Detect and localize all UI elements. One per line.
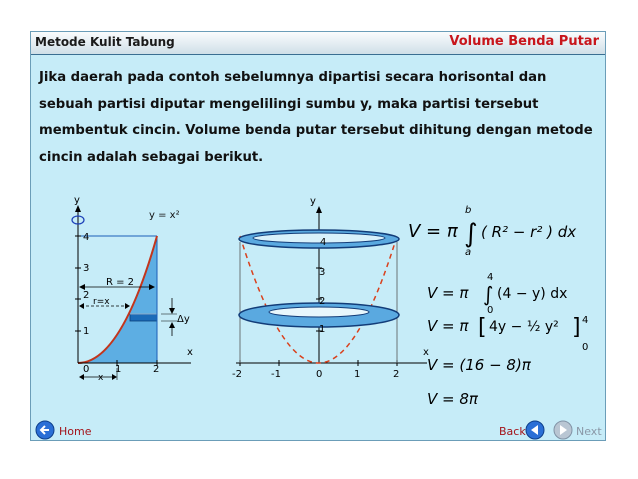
f1-lower-limit: 0 <box>487 305 494 316</box>
next-label[interactable]: Next <box>576 425 602 438</box>
f3: V = (16 − 8)π <box>427 356 531 374</box>
f2-body: 4y − ½ y² <box>489 319 559 335</box>
back-label[interactable]: Back <box>499 425 526 438</box>
f2-bracket-close: ] <box>572 315 581 340</box>
page-title: Volume Benda Putar <box>449 34 599 49</box>
left-x-tick-2: 2 <box>153 364 160 375</box>
right-y-tick-4: 4 <box>320 237 327 248</box>
curve-label: y = x² <box>149 210 180 221</box>
r-small-label: r=x <box>93 297 110 307</box>
f2-lower-limit: 0 <box>582 342 589 353</box>
right-y-tick-1: 1 <box>319 324 326 335</box>
left-y-tick-3: 3 <box>83 263 90 274</box>
f4: V = 8π <box>427 390 478 408</box>
right-x-tick-0: 0 <box>316 369 323 380</box>
right-x-tick-m1: -1 <box>271 369 281 380</box>
r-big-label: R = 2 <box>106 277 135 288</box>
left-x-tick-1: 1 <box>115 364 122 375</box>
next-button[interactable] <box>553 420 573 440</box>
x-dim-label: x <box>98 373 104 383</box>
right-y-tick-3: 3 <box>319 267 326 278</box>
f1-integrand: (4 − y) dx <box>497 286 568 302</box>
f2-bracket-open: [ <box>478 315 487 340</box>
section-title: Metode Kulit Tabung <box>35 35 175 49</box>
left-y-tick-4: 4 <box>83 232 90 243</box>
right-y-tick-2: 2 <box>319 296 326 307</box>
right-x-tick-1: 1 <box>354 369 361 380</box>
f1-upper-limit: 4 <box>487 272 494 283</box>
left-y-tick-1: 1 <box>83 326 90 337</box>
main-integral-sign: ∫ <box>464 219 478 249</box>
f2-upper-limit: 4 <box>582 315 589 326</box>
right-x-axis-label: x <box>423 347 429 358</box>
description-text: Jika daerah pada contoh sebelumnya dipartisi secara horisontal dan sebuah partisi diputar mengelilingi sumbu y, maka partisi tersebut membentuk cincin. Volume benda putar tersebut dihitung dengan metode cincin adalah sebagai berikut. <box>39 70 593 165</box>
right-x-tick-m2: -2 <box>232 369 242 380</box>
slide-panel <box>30 31 606 441</box>
back-button[interactable] <box>525 420 545 440</box>
main-lower-limit: a <box>465 247 472 258</box>
right-y-axis-label: y <box>310 196 316 207</box>
main-formula-lhs: V = π <box>408 221 458 242</box>
main-upper-limit: b <box>465 205 472 216</box>
right-x-tick-2: 2 <box>393 369 400 380</box>
f2-lhs: V = π <box>427 317 469 335</box>
f1-lhs: V = π <box>427 284 469 302</box>
next-triangle-icon <box>553 420 573 440</box>
left-x-tick-0: 0 <box>83 364 90 375</box>
main-integrand: ( R² − r² ) dx <box>481 223 577 241</box>
home-arrow-icon <box>35 420 55 440</box>
home-button[interactable] <box>35 420 55 440</box>
left-y-tick-2: 2 <box>83 290 90 301</box>
formula-area <box>31 32 607 442</box>
f1-integral-sign: ∫ <box>483 282 494 306</box>
left-x-axis-label: x <box>187 347 193 358</box>
back-triangle-icon <box>525 420 545 440</box>
dy-label: Δy <box>177 314 190 325</box>
left-y-axis-label: y <box>74 195 80 206</box>
home-label[interactable]: Home <box>59 425 92 438</box>
